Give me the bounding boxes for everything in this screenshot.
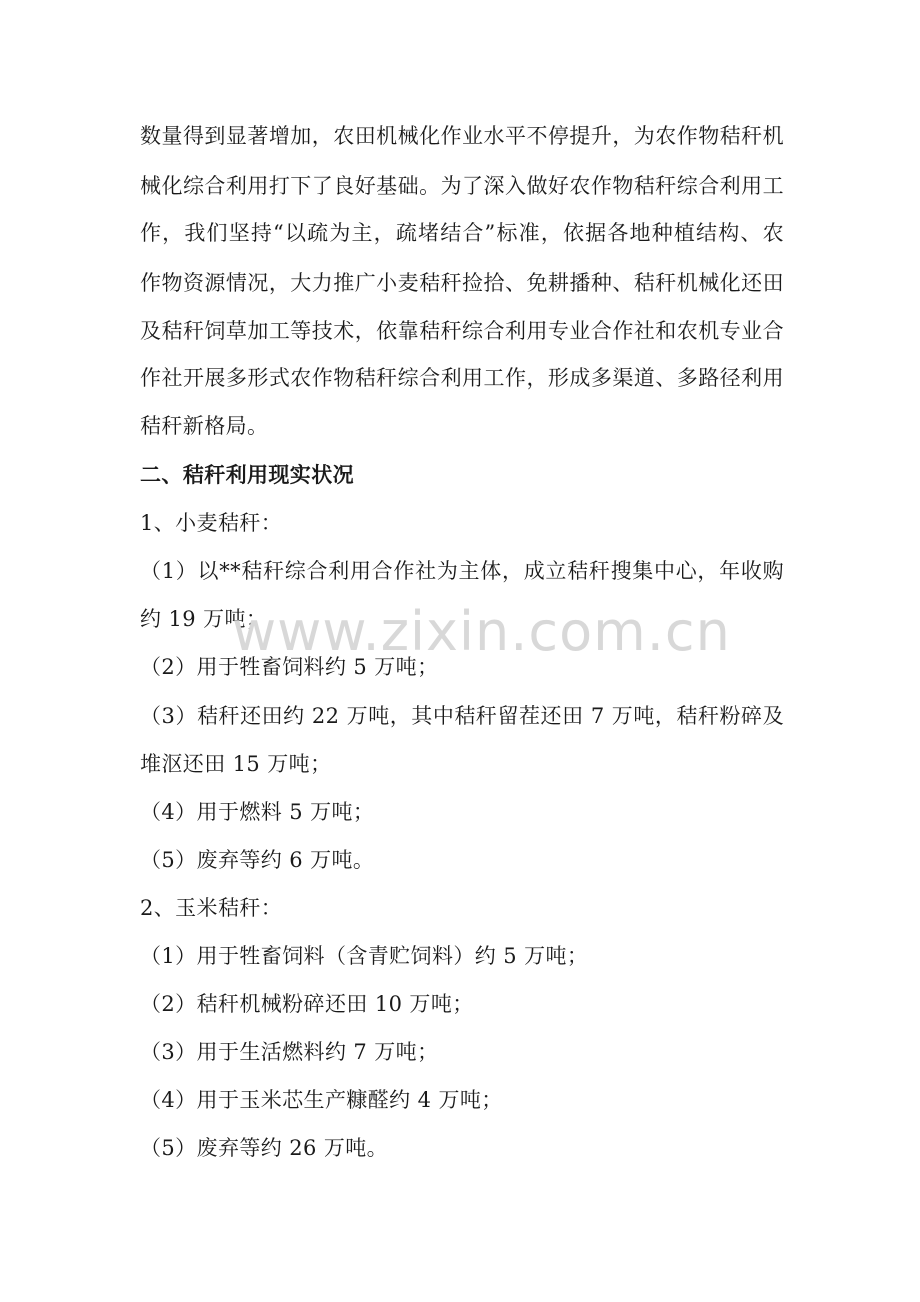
corn-title: 2、玉米秸秆： — [140, 896, 283, 920]
corn-item-4: （4）用于玉米芯生产糠醛约 4 万吨； — [140, 1088, 503, 1112]
wheat-item-5: （5）废弃等约 6 万吨。 — [140, 848, 375, 872]
corn-item-5: （5）废弃等约 26 万吨。 — [140, 1136, 389, 1160]
intro-line-7: 秸秆新格局。 — [140, 414, 269, 438]
wheat-item-1-line-1: （1）以**秸秆综合利用合作社为主体，成立秸秆搜集中心，年收购 — [140, 559, 784, 583]
intro-line-2: 械化综合利用打下了良好基础。为了深入做好农作物秸秆综合利用工 — [140, 174, 784, 198]
wheat-title: 1、小麦秸秆： — [140, 511, 283, 535]
corn-item-1: （1）用于牲畜饲料（含青贮饲料）约 5 万吨； — [140, 944, 589, 968]
intro-line-1: 数量得到显著增加，农田机械化作业水平不停提升，为农作物秸秆机 — [140, 124, 784, 148]
wheat-item-3-line-2: 堆沤还田 15 万吨； — [140, 752, 332, 776]
wheat-item-1-line-2: 约 19 万吨； — [140, 607, 268, 631]
intro-line-5: 及秸秆饲草加工等技术，依靠秸秆综合利用专业合作社和农机专业合 — [140, 319, 784, 343]
watermark: www.zixin.com.cn — [232, 600, 731, 663]
corn-item-3: （3）用于生活燃料约 7 万吨； — [140, 1040, 439, 1064]
intro-line-6: 作社开展多形式农作物秸秆综合利用工作，形成多渠道、多路径利用 — [140, 366, 784, 390]
wheat-item-4: （4）用于燃料 5 万吨； — [140, 800, 375, 824]
intro-line-4: 作物资源情况，大力推广小麦秸秆捡拾、免耕播种、秸秆机械化还田 — [140, 271, 784, 295]
section-heading: 二、秸秆利用现实状况 — [140, 462, 354, 487]
wheat-item-3-line-1: （3）秸秆还田约 22 万吨，其中秸秆留茬还田 7 万吨，秸秆粉碎及 — [140, 704, 784, 728]
wheat-item-2: （2）用于牲畜饲料约 5 万吨； — [140, 655, 439, 679]
corn-item-2: （2）秸秆机械粉碎还田 10 万吨； — [140, 992, 474, 1016]
intro-line-3: 作，我们坚持“以疏为主，疏堵结合”标准，依据各地种植结构、农 — [140, 221, 784, 245]
